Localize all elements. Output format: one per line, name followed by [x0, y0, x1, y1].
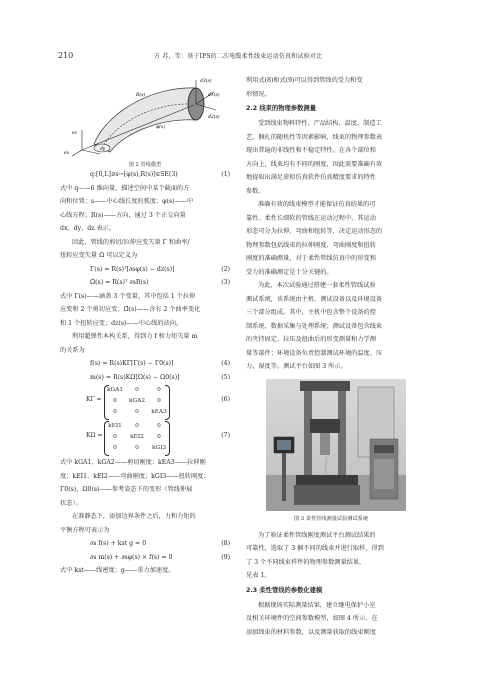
text-line: 和 1 个扭转应变；dz(s)——中心线的法向。	[60, 319, 183, 327]
text-line: 现出普遍的非线性和不稳定特性。在各个部位和	[246, 147, 376, 154]
matrix-cell: kGA1	[106, 387, 124, 393]
figure-3-caption: 图 3 柔性管线测量试验测试系统	[293, 515, 369, 522]
figure-2-caption: 图 2 管线模型	[128, 162, 162, 168]
equation-7	[60, 420, 230, 456]
matrix-cell: 0	[157, 423, 161, 429]
label-ey: ey	[100, 147, 106, 152]
equation-9-math: ∂s m(s) + ∂sφ(s) × f(s) = 0	[90, 553, 173, 561]
equation-3-number: (3)	[221, 279, 230, 286]
text-line: 量等部件；环境设备负责控制测试环境的温度、压	[246, 349, 383, 357]
matrix-k-omega	[104, 421, 170, 454]
matrix-cell: kEI1	[108, 423, 122, 429]
running-head	[58, 51, 430, 63]
matrix-cell: 0	[135, 445, 139, 451]
equation-2-number: (2)	[221, 265, 230, 273]
equation-2-math: Γ(s) = R(s)ᵀ[∂sφ(s) − dz(s)]	[90, 265, 175, 273]
paragraph-parametric-modeling	[246, 599, 416, 640]
text-line: 式中 kGA1、kGA2——剪切刚度；kEA3——拉伸刚	[60, 459, 206, 466]
text-line: 应变和 2 个剪切应变；Ω̂(s)——含有 2 个曲率变化	[60, 306, 201, 313]
text-line: 形情况。	[246, 90, 271, 98]
equation-2	[60, 263, 230, 277]
matrix-cell: kGA2	[128, 398, 146, 404]
equation-3	[60, 276, 230, 290]
text-line: 平衡方程可表示为	[60, 526, 110, 534]
text-line: 受到线束物料特性、产品结构、温度、制造工	[258, 120, 382, 127]
matrix-cell: 0	[157, 387, 161, 393]
section-heading-2-2: 2.2 线束的物理参数测量	[246, 105, 317, 112]
text-line: 物理参数包括线束的拉伸刚度、弯曲刚度和扭转	[246, 241, 376, 249]
equation-7-lhs: KΩ =	[86, 432, 103, 439]
matrix-cell: 0	[113, 409, 117, 415]
text-line: 根据现场实际测量结果，建立继电保护小室	[258, 601, 376, 609]
text-line: 刚度的准确测量，对于柔性管线仿真中的形变和	[246, 255, 376, 262]
running-title: 方 苏，等：基于IPS的二次电缆柔性线束运动仿真和试验对比	[154, 53, 323, 60]
matrix-cell: 0	[157, 398, 161, 404]
text-line: 的夹持固定、拉压及扭曲后的形变测量和力学测	[246, 336, 376, 343]
equation-8-math: ∂s f(s) + kst g = 0	[90, 540, 147, 547]
matrix-cell: 0	[135, 387, 139, 393]
paragraph-model-accuracy	[246, 198, 416, 279]
figure-2-pipeline-model	[60, 74, 230, 168]
text-line: 及相关环境件的空间参数模型，如图 4 所示。在	[246, 615, 378, 622]
equation-5-math: m(s) = R(s)KΩ[Ω(s) − Ω0(s)]	[90, 373, 180, 381]
definition-gamma	[60, 290, 230, 331]
left-column	[60, 74, 230, 578]
label-d1: d1(s)	[208, 93, 220, 98]
matrix-cell: 0	[113, 434, 117, 440]
definition-density	[60, 564, 230, 578]
ex-axis	[72, 150, 82, 156]
equation-5	[60, 371, 230, 385]
equation-6	[60, 384, 230, 420]
equation-6-number: (6)	[221, 396, 230, 403]
equation-5-number: (5)	[221, 373, 230, 381]
label-ez: ez	[72, 131, 78, 136]
matrix-k-gamma	[104, 385, 170, 418]
figure-3-test-system	[246, 377, 416, 529]
text-line: 度；kEI1、kEI2——弯曲刚度；kGI3——扭转刚度；	[60, 472, 210, 480]
text-line: 三个部分组成。其中，主机中包含整个设备的控	[246, 309, 376, 316]
equation-1-number: (1)	[221, 171, 230, 178]
matrix-cell: kEA3	[151, 409, 167, 415]
label-ex: ex	[64, 151, 70, 156]
equation-6-lhs: KΓ =	[86, 396, 102, 403]
text-line: 添加线束的材料参数，以及测量获取的线束刚度	[246, 628, 376, 636]
matrix-cell: 0	[113, 445, 117, 451]
text-line: Γ0(s)、Ω0(s)——参考姿态下的变形（管线伸展	[60, 486, 193, 493]
matrix-cell: 0	[135, 423, 139, 429]
section-heading-2-3: 2.3 柔性管线的参数化建模	[246, 586, 323, 594]
equation-7-number: (7)	[221, 432, 230, 439]
definition-stiffness	[60, 456, 230, 510]
label-d2: d2(s)	[208, 115, 220, 120]
constitutive-intro	[60, 330, 230, 357]
text-line: 式中 kst——线密度；g——重力加速度。	[60, 567, 175, 574]
equation-8	[60, 537, 230, 551]
equation-9-number: (9)	[221, 553, 230, 561]
text-line: 式中 q——6 维向量，描述空间中某个截面的方	[60, 184, 190, 192]
equation-4-number: (4)	[221, 360, 230, 367]
text-line: 为了验证柔性管线刚度测试平台测试结果的	[258, 531, 376, 539]
text-line: 向和位置；s——中心线长度的弧度；φ(s)——中	[60, 198, 194, 205]
test-system-photo-drawing	[266, 379, 406, 511]
text-line: 靠性。柔性长细软的管线在运动过程中，其运动	[246, 214, 376, 222]
text-line: dx、dy、dz 表示。	[60, 225, 116, 232]
test-system-photo	[266, 379, 406, 511]
text-line: 在准静态下，添加边界条件之后，力和力矩的	[72, 513, 196, 520]
text-line: 形态可分为拉伸、弯曲和扭转等，决定运动形态的	[246, 228, 383, 235]
equation-4-math: f(s) = R(s)KΓ[Γ(s) − Γ0(s)]	[90, 360, 174, 367]
label-phi: φ(s)	[156, 125, 165, 130]
equation-1-math: q:[0,L]∋s→[φ(s),R(s)]∈SE(3)	[90, 171, 178, 178]
text-line: 状态）。	[60, 499, 82, 507]
matrix-cell: 0	[135, 409, 139, 415]
equation-8-number: (8)	[221, 540, 230, 547]
equation-1	[60, 168, 230, 182]
matrix-cell: kEI2	[130, 434, 144, 440]
text-line: 测试系统，该系统由主机、测试设备以及环境设备	[246, 295, 383, 303]
text-line: 可靠性，选取了 3 捆不同的线束并进行取样，得到	[246, 545, 384, 552]
label-R: R(s)	[136, 93, 146, 98]
text-line: 利用式(8)和式(9)可以得到管线的受力和变	[246, 77, 363, 84]
right-column	[246, 74, 416, 639]
equilibrium-intro	[60, 510, 230, 537]
equation-3-math: Ω̂(s) = R(s)ᵀ ∂sR(s)	[90, 279, 149, 286]
matrix-cell: 0	[157, 434, 161, 440]
text-line: 利用超弹性本构关系，得到力 f 和力矩矢量 m	[72, 333, 198, 340]
text-line: 地提取出满足虚拟仿真软件仿真精度要求的特性	[246, 174, 376, 181]
text-line: 心线方程；R(s)——方向，通过 3 个正交向量	[60, 211, 186, 219]
text-line: 参数。	[246, 187, 265, 195]
text-line: 力、湿度等。测试平台如图 3 所示。	[246, 363, 347, 370]
text-line: 扭转应变矢量 Ω 可以定义为	[60, 252, 138, 259]
text-line: 了 3 个不同线束样件的物理参数测量结果，	[246, 558, 366, 566]
paragraph-verification	[246, 529, 416, 583]
text-line: 为此，本次试验通过搭建一套柔性管线试验	[258, 282, 376, 289]
paragraph-test-system	[246, 279, 416, 374]
strain-intro	[60, 236, 230, 263]
equation-4	[60, 357, 230, 371]
text-line: 受力的准确测定是十分关键的。	[246, 268, 333, 276]
text-line: 式中 Γ(s)——涵盖 3 个变量，其中包括 1 个拉伸	[60, 292, 196, 300]
text-line: 见表 1。	[246, 572, 271, 579]
pipeline-model-diagram	[60, 74, 230, 156]
paragraph-continuation	[246, 74, 416, 101]
text-line: 制系统、数据采集与处理系统；测试设备包含线束	[246, 322, 383, 330]
matrix-cell: 0	[113, 398, 117, 404]
page-number: 210	[58, 51, 74, 60]
label-d3: d3(s)	[200, 79, 212, 84]
paragraph-physical-params	[246, 117, 416, 198]
matrix-cell: kGI3	[151, 445, 167, 451]
text-line: 的关系为	[60, 346, 85, 354]
text-line: 因此，管线的剪切/拉伸应变矢量 Γ 和曲率/	[72, 238, 190, 246]
equation-9	[60, 551, 230, 565]
text-line: 艺、捆扎的随机性等因素影响，线束的物理参数表	[246, 133, 383, 141]
definition-q	[60, 182, 230, 236]
text-line: 方向上，线束均有不同的刚度，因此需要准确有效	[246, 160, 383, 168]
text-line: 准确有效的线束模型才能保证仿真结果的可	[258, 201, 376, 208]
